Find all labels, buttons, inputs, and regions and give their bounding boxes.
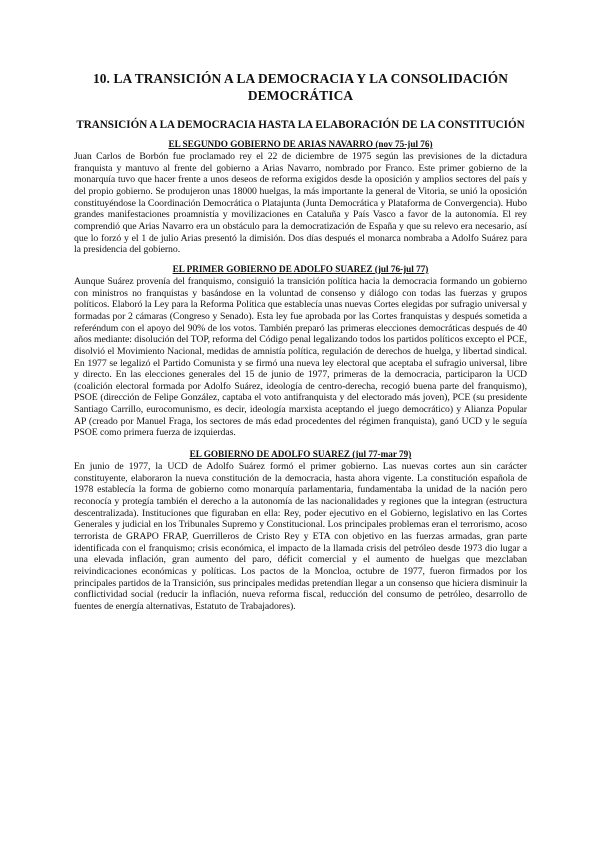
spacer [74,256,527,264]
subsection-heading-gobierno-suarez: EL GOBIERNO DE ADOLFO SUAREZ (jul 77-mar 79) [189,449,412,460]
paragraph-primer-gobierno-suarez: Aunque Suárez provenía del franquismo, consiguió la transición política hacia la democracia formando un gobierno con ministros no franquistas y basándose en la voluntad de consenso y diálogo con todas las fuerzas y grupos políticos. Elaboró la Ley para la Reforma Política que establecía unas nuevas Cortes elegidas por sufragio universal y formadas por 2 cámaras (Congreso y Senado). Esta ley fue aprobada por las Cortes franquistas y después sometida a referéndum con el apoyo del 90% de los votos. También preparó las primeras elecciones democráticas después de 40 años mediante: disolución del TOP, reforma del Código penal legalizando todos los partidos políticos excepto el PCE, disolvió el Movimiento Nacional, medidas de amnistía política, regulación de derechos de huelga, y libertad sindical. En 1977 se legalizó el Partido Comunista y se firmó una nueva ley electoral que aceptaba el sufragio universal, libre y directo. En las elecciones generales del 15 de junio de 1977, primeras de la democracia, participaron la UCD (coalición electoral formada por Adolfo Suárez, ideología de centro-derecha, recogió buena parte del franquismo), PSOE (dirección de Felipe González, captaba el voto antifranquista y del electorado más joven), PCE (su presidente Santiago Carrillo, eurocomunismo, es decir, ideología marxista aceptando el juego democrático) y Alianza Popular AP (creado por Manuel Fraga, los sectores de más edad procedentes del régimen franquista), ganó UCD y le seguía PSOE como primera fuerza de izquierdas. [74,275,528,439]
document-title-line-2: DEMOCRÁTICA [247,88,354,103]
subsection-heading-arias-navarro: EL SEGUNDO GOBIERNO DE ARIAS NAVARRO (nov 75-jul 76) [168,139,433,149]
document-title-line-1: 10. LA TRANSICIÓN A LA DEMOCRACIA Y LA CONSOLIDACIÓN [92,71,509,86]
subsection-heading-primer-gobierno-suarez: EL PRIMER GOBIERNO DE ADOLFO SUAREZ (jul 76-jul 77) [172,263,429,274]
paragraph-gobierno-suarez: En junio de 1977, la UCD de Adolfo Suárez formó el primer gobierno. Las nuevas cortes aun sin carácter constituyente, elaboraron la nueva constitución de la democracia, hasta ahora vigente. La constitución española de 1978 establecía la forma de gobierno como monarquía parlamentaria, fundamentaba la unidad de la nación pero reconocía y protegía también el derecho a la autonomía de las nacionalidades y regiones que la integran (estructura descentralizada). Instituciones que figuraban en ella: Rey, poder ejecutivo en el Gobierno, legislativo en las Cortes Generales y judicial en los Tribunales Supremo y Constitucional. Los principales problemas eran el terrorismo, acoso terrorista de GRAPO FRAP, Guerrilleros de Cristo Rey y ETA con objetivo en las fuerzas armadas, gran parte identificada con el franquismo; crisis económica, el impacto de la llamada crisis del petróleo desde 1973 dio lugar a una elevada inflación, gran aumento del paro, déficit comercial y el aumento de huelgas que mezclaban reivindicaciones económicas y políticas. Los pactos de la Moncloa, octubre de 1977, fueron firmados por los principales partidos de la Transición, sus principales medidas pretendían llegar a un consenso que hiciera disminuir la conflictividad social (reducir la inflación, nueva reforma fiscal, reducción del consumo de petróleo, desarrollo de fuentes de energía alternativas, Estatuto de Trabajadores). [74,461,527,612]
paragraph-arias-navarro: Juan Carlos de Borbón fue proclamado rey el 22 de diciembre de 1975 según las previsiones de la dictadura franquista y mantuvo al frente del gobierno a Arias Navarro, nombrado por Franco. Este primer gobierno de la monarquía tuvo que hacer frente a unos deseos de reforma exigidos desde la oposición y amplios sectores del país y del propio gobierno. Se produjeron unas 18000 huelgas, la más importante la general de Vitoria, se unió la oposición constituyéndose la Coordinación Democrática o Platajunta (Junta Democrática y Plataforma de Convergencia). Hubo grandes manifestaciones proamnistía y movilizaciones en Cataluña y País Vasco a favor de la autonomía. El rey comprendió que Arias Navarro era un obstáculo para la democratización de España y que su relevo era necesario, así que lo forzó y el 1 de julio Arias presentó la dimisión. Dos días después el monarca nombraba a Adolfo Suárez para la presidencia del gobierno. [74,151,527,256]
spacer [74,439,527,449]
section-title: TRANSICIÓN A LA DEMOCRACIA HASTA LA ELABORACIÓN DE LA CONSTITUCIÓN [76,119,525,131]
document-title [74,70,527,104]
document-page [74,70,527,613]
